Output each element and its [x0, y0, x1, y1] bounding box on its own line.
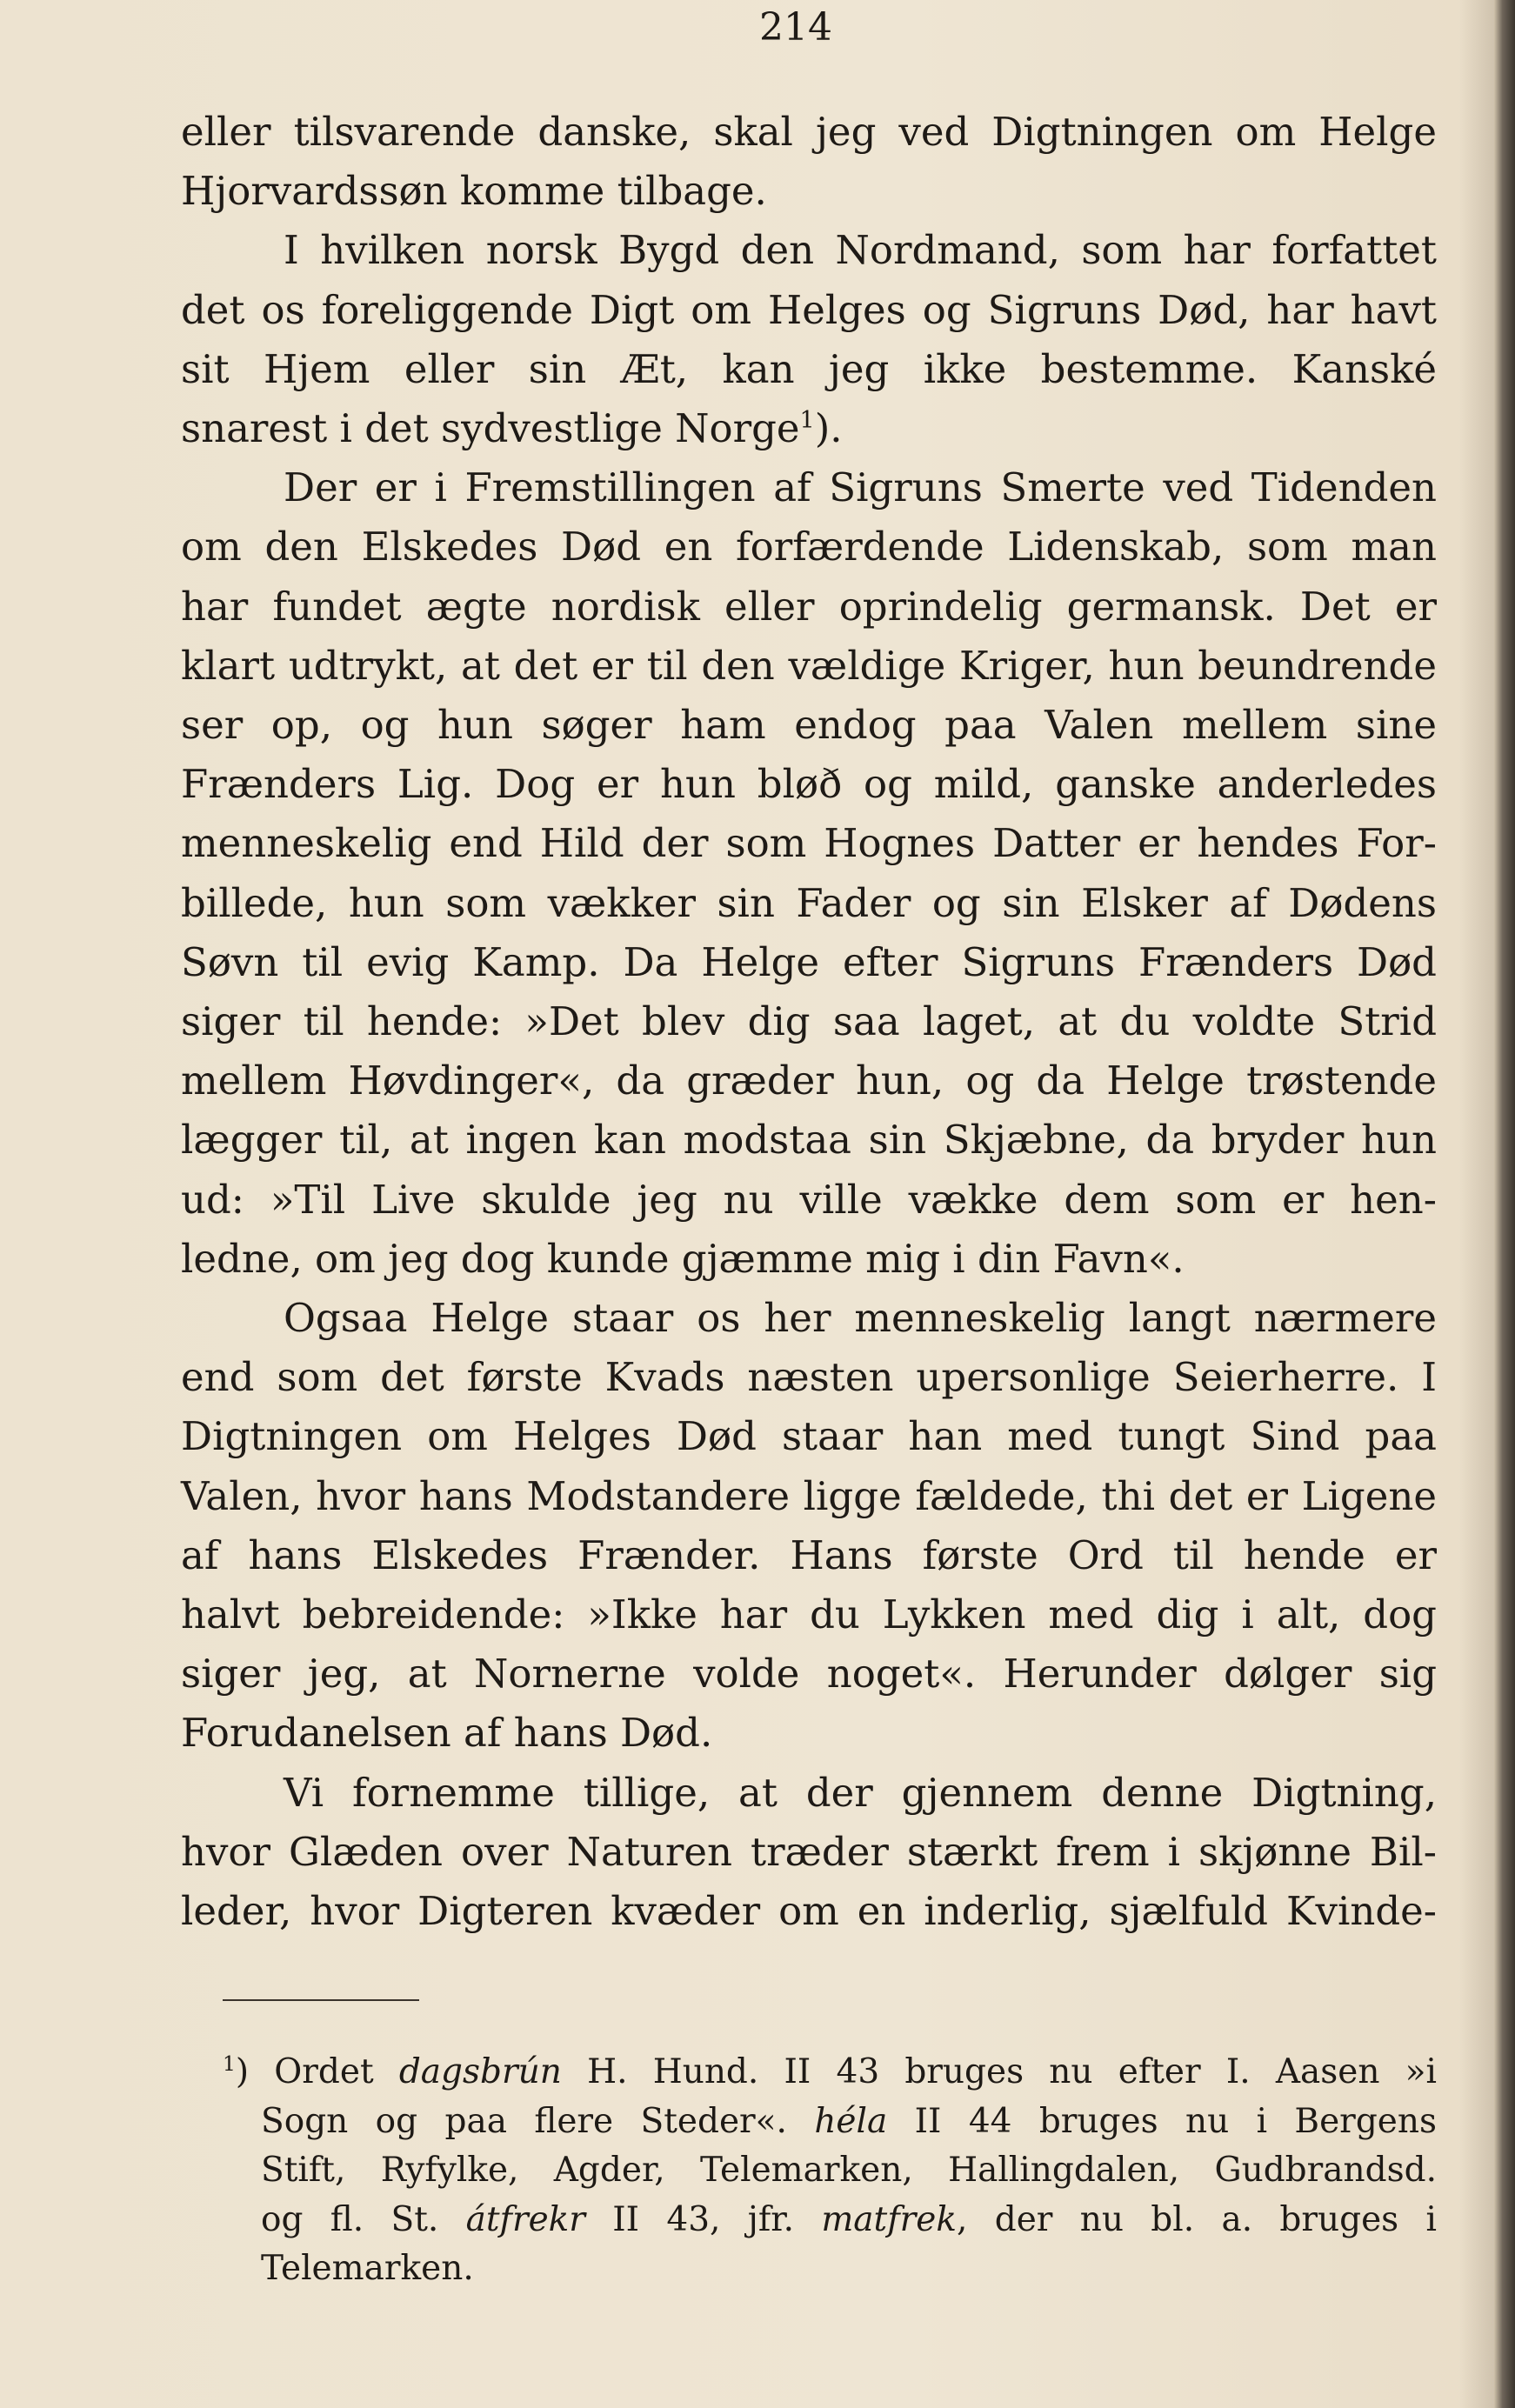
text-line: menneskelig end Hild der som Hognes Datter er hendes For- — [181, 820, 1437, 867]
footnote-text: H. Hund. II 43 bruges nu efter I. Aasen »i — [561, 2052, 1438, 2091]
text-line: klart udtrykt, at det er til den vældige Kriger, hun beundrende — [181, 642, 1437, 689]
text-line: siger jeg, at Nornerne volde noget«. Herunder dølger sig — [181, 1651, 1437, 1698]
paragraph — [181, 458, 1437, 1289]
text-line: siger til hende: »Det blev dig saa laget, at du voldte Strid — [181, 998, 1437, 1045]
footnote-text: og fl. St. — [261, 2199, 466, 2239]
text-line: Valen, hvor hans Modstandere ligge fældede, thi det er Ligene — [181, 1472, 1437, 1519]
footnote-line — [223, 2098, 1437, 2147]
footnote — [223, 2048, 1437, 2294]
footnote-ref[interactable]: 1 — [799, 407, 815, 435]
page-gutter — [1494, 0, 1515, 2408]
text-line: Frænders Lig. Dog er hun bløð og mild, ganske anderledes — [181, 761, 1437, 808]
footnote-line: Telemarken. — [261, 2249, 474, 2288]
text-line: eller tilsvarende danske, skal jeg ved Digtningen om Helge — [181, 109, 1437, 155]
text-line — [181, 399, 1437, 458]
text-line: ledne, om jeg dog kunde gjæmme mig i din Favn«. — [181, 1235, 1185, 1282]
text-line-tail: ). — [814, 405, 843, 452]
body-text — [181, 103, 1437, 1941]
text-line: halvt bebreidende: »Ikke har du Lykken med dig i alt, dog — [181, 1591, 1437, 1638]
footnote-line — [223, 2048, 1437, 2098]
paragraph — [181, 1289, 1437, 1764]
text-line: Digtningen om Helges Død staar han med tungt Sind paa — [181, 1413, 1437, 1460]
text-line: Søvn til evig Kamp. Da Helge efter Sigruns Frænders Død — [181, 938, 1437, 985]
footnote-rule — [223, 1999, 419, 2001]
footnote-marker: 1 — [223, 2051, 236, 2076]
text-line: har fundet ægte nordisk eller oprindelig germansk. Det er — [181, 583, 1437, 630]
footnote-italic-term: héla — [814, 2101, 888, 2141]
footnote-text: ) Ordet — [235, 2052, 399, 2091]
footnote-line: Stift, Ryfylke, Agder, Telemarken, Hallingdalen, Gudbrandsd. — [261, 2151, 1437, 2190]
text-line: af hans Elskedes Frænder. Hans første Ord til hende er — [181, 1531, 1437, 1578]
footnote-text: , der nu bl. a. bruges i — [957, 2199, 1437, 2239]
footnote-text: II 43, jfr. — [584, 2199, 822, 2239]
text-line: ser op, og hun søger ham endog paa Valen mellem sine — [181, 702, 1437, 749]
footnote-text: Sogn og paa flere Steder«. — [261, 2101, 815, 2141]
paragraph — [181, 103, 1437, 221]
footnote-italic-term: átfrekr — [465, 2199, 585, 2239]
paragraph — [181, 1764, 1437, 1942]
text-line: Vi fornemme tillige, at der gjennem denne Digtning, — [284, 1769, 1437, 1816]
text-line: sit Hjem eller sin Æt, kan jeg ikke bestemme. Kanské — [181, 345, 1437, 392]
text-line-content: snarest i det sydvestlige Norge — [181, 405, 800, 452]
text-line: I hvilken norsk Bygd den Nordmand, som har forfattet — [284, 227, 1437, 274]
text-line: leder, hvor Digteren kvæder om en inderlig, sjælfuld Kvinde- — [181, 1888, 1437, 1935]
text-line: ud: »Til Live skulde jeg nu ville vække dem som er hen- — [181, 1176, 1437, 1223]
text-line: billede, hun som vækker sin Fader og sin Elsker af Dødens — [181, 879, 1437, 926]
text-line: Hjorvardssøn komme tilbage. — [181, 168, 767, 215]
text-line: Der er i Fremstillingen af Sigruns Smerte ved Tidenden — [284, 464, 1437, 511]
text-line: Forudanelsen af hans Død. — [181, 1710, 713, 1757]
page-number: 214 — [759, 5, 832, 50]
text-line: mellem Høvdinger«, da græder hun, og da Helge trøstende — [181, 1057, 1437, 1104]
footnote-text: II 44 bruges nu i Bergens — [887, 2101, 1437, 2141]
text-line: om den Elskedes Død en forfærdende Lidenskab, som man — [181, 524, 1437, 570]
text-line: end som det første Kvads næsten upersonlige Seierherre. I — [181, 1354, 1437, 1401]
paragraph — [181, 221, 1437, 458]
text-line: hvor Glæden over Naturen træder stærkt frem i skjønne Bil- — [181, 1828, 1437, 1875]
text-line: lægger til, at ingen kan modstaa sin Skjæbne, da bryder hun — [181, 1117, 1437, 1164]
footnote-line — [223, 2196, 1437, 2245]
text-line: det os foreliggende Digt om Helges og Sigruns Død, har havt — [181, 286, 1437, 333]
footnote-italic-term: matfrek — [821, 2199, 958, 2239]
text-line: Ogsaa Helge staar os her menneskelig langt nærmere — [284, 1295, 1437, 1342]
gutter-shadow — [1459, 0, 1494, 2408]
footnote-italic-term: dagsbrún — [398, 2052, 562, 2091]
